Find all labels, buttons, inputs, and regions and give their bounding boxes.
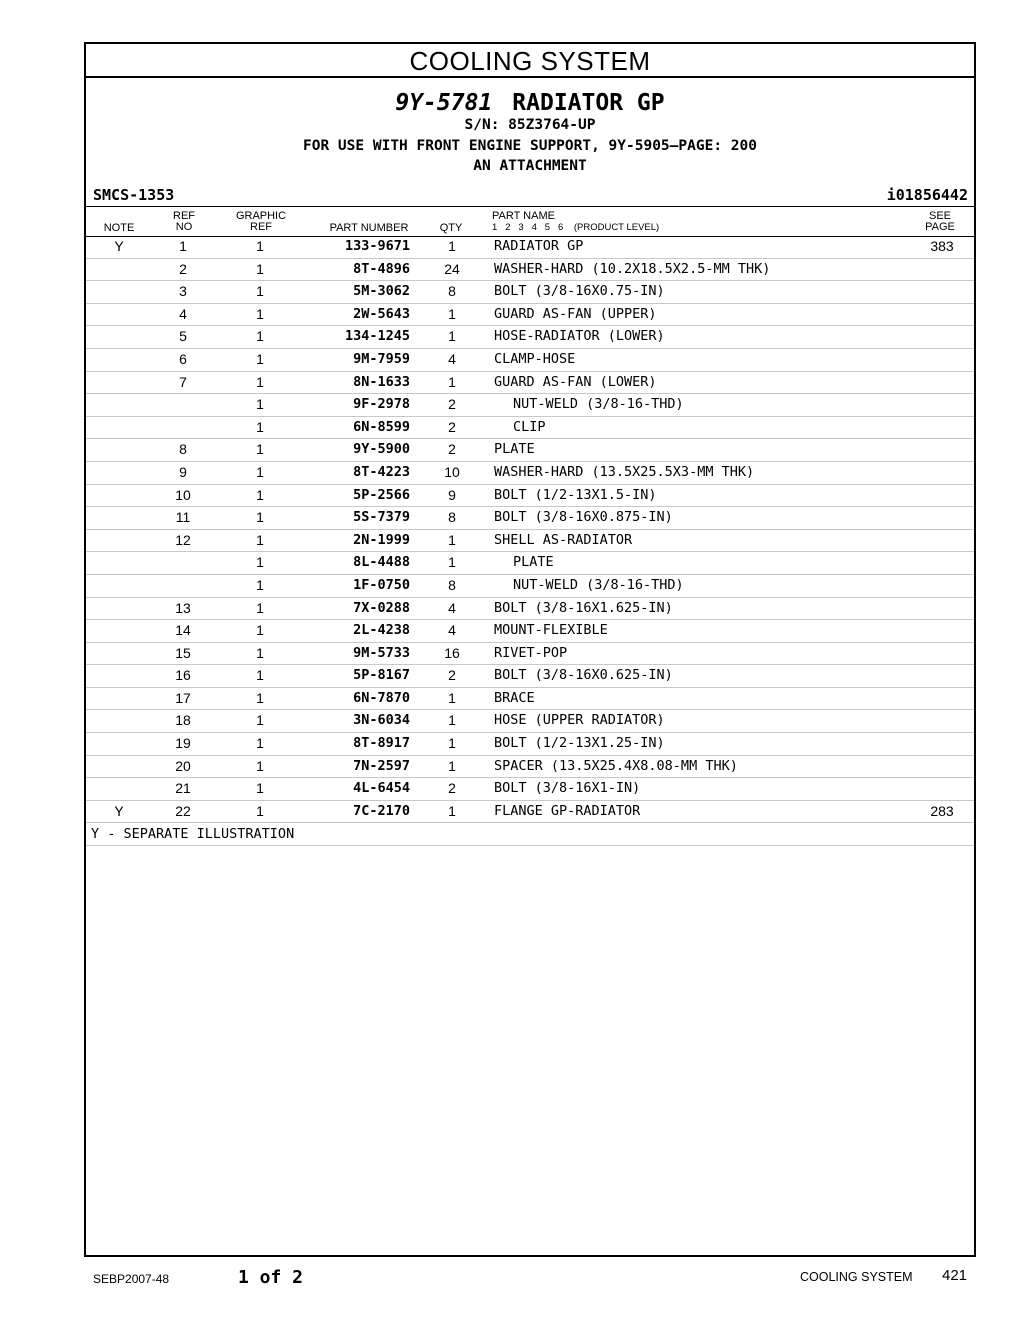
row-ref-no: 12: [175, 531, 191, 548]
row-ref-no: 1: [179, 238, 187, 254]
row-part-number: 2W-5643: [353, 305, 410, 322]
row-ref-no: 5: [179, 328, 187, 345]
use-note: FOR USE WITH FRONT ENGINE SUPPORT, 9Y-5905—PAGE: 200: [303, 138, 757, 154]
table-row: [86, 620, 974, 643]
row-graphic-ref: 1: [256, 238, 264, 254]
document-number: SEBP2007-48: [93, 1272, 170, 1286]
row-part-number: 9Y-5900: [353, 441, 410, 458]
row-ref-no: 7: [179, 373, 187, 390]
row-part-name: WASHER-HARD (10.2X18.5X2.5-MM THK): [494, 260, 771, 277]
row-graphic-ref: 1: [256, 802, 264, 819]
row-part-number: 7N-2597: [353, 757, 410, 774]
table-row: [86, 349, 974, 372]
row-qty: 1: [448, 757, 456, 774]
row-graphic-ref: 1: [256, 599, 264, 616]
row-ref-no: 2: [179, 260, 187, 277]
row-graphic-ref: 1: [256, 283, 264, 300]
row-graphic-ref: 1: [256, 735, 264, 752]
serial-number: S/N: 85Z3764-UP: [464, 117, 596, 133]
row-part-name: CLIP: [513, 418, 546, 435]
row-ref-no: 16: [175, 667, 191, 684]
row-qty: 1: [448, 305, 456, 322]
row-ref-no: 6: [179, 350, 187, 367]
row-graphic-ref: 1: [256, 396, 264, 413]
row-note: Y: [114, 238, 124, 254]
row-part-number: 5M-3062: [353, 283, 410, 300]
row-part-name: BOLT (3/8-16X1.625-IN): [494, 599, 673, 616]
row-qty: 8: [448, 283, 456, 300]
row-qty: 4: [448, 622, 456, 639]
row-qty: 2: [448, 780, 456, 797]
row-part-number: 6N-7870: [353, 689, 410, 706]
column-part-number: PART NUMBER: [329, 222, 409, 234]
column-see-page: SEE PAGE: [925, 210, 955, 233]
row-part-name: FLANGE GP-RADIATOR: [494, 802, 641, 819]
row-graphic-ref: 1: [256, 757, 264, 774]
column-graphic-ref: GRAPHIC REF: [235, 210, 287, 233]
row-graphic-ref: 1: [256, 689, 264, 706]
table-header: [86, 206, 974, 237]
row-qty: 8: [448, 576, 456, 593]
footnote-row: [86, 823, 974, 846]
page-of: 1 of 2: [238, 1267, 304, 1288]
row-part-number: 5P-2566: [353, 486, 410, 503]
row-part-name: BRACE: [494, 689, 535, 706]
row-part-name: BOLT (1/2-13X1.25-IN): [494, 735, 665, 752]
row-ref-no: 8: [179, 441, 187, 458]
row-part-name: MOUNT-FLEXIBLE: [494, 622, 608, 639]
attachment-note: AN ATTACHMENT: [473, 158, 587, 174]
group-part-title: RADIATOR GP: [512, 90, 665, 116]
row-ref-no: 22: [175, 802, 191, 819]
row-graphic-ref: 1: [256, 780, 264, 797]
row-qty: 8: [448, 509, 456, 526]
table-row: [86, 598, 974, 621]
parts-table: [86, 236, 974, 846]
row-graphic-ref: 1: [256, 463, 264, 480]
row-ref-no: 20: [175, 757, 191, 774]
row-ref-no: 13: [175, 599, 191, 616]
row-graphic-ref: 1: [256, 644, 264, 661]
row-qty: 1: [448, 373, 456, 390]
column-qty: QTY: [439, 222, 463, 234]
row-graphic-ref: 1: [256, 576, 264, 593]
row-graphic-ref: 1: [256, 554, 264, 571]
row-ref-no: 11: [175, 509, 191, 526]
row-graphic-ref: 1: [256, 328, 264, 345]
row-part-number: 2N-1999: [353, 531, 410, 548]
row-qty: 1: [448, 802, 456, 819]
row-part-number: 2L-4238: [353, 622, 410, 639]
row-part-number: 4L-6454: [353, 780, 410, 797]
row-part-name: HOSE-RADIATOR (LOWER): [494, 328, 665, 345]
table-row: [86, 801, 974, 824]
row-graphic-ref: 1: [256, 712, 264, 729]
table-row: [86, 756, 974, 779]
table-row: [86, 710, 974, 733]
row-graphic-ref: 1: [256, 350, 264, 367]
column-ref-no: REF NO: [173, 210, 195, 233]
row-part-number: 7C-2170: [353, 802, 410, 819]
row-graphic-ref: 1: [256, 622, 264, 639]
table-row: [86, 665, 974, 688]
row-part-number: 6N-8599: [353, 418, 410, 435]
row-qty: 1: [448, 238, 456, 254]
row-part-number: 5P-8167: [353, 667, 410, 684]
section-title: COOLING SYSTEM: [86, 44, 974, 78]
row-part-number: 8T-8917: [353, 735, 410, 752]
row-graphic-ref: 1: [256, 373, 264, 390]
row-qty: 2: [448, 441, 456, 458]
row-part-number: 8N-1633: [353, 373, 410, 390]
row-qty: 1: [448, 328, 456, 345]
row-part-number: 1F-0750: [353, 576, 410, 593]
row-part-number: 8L-4488: [353, 554, 410, 571]
row-part-name: BOLT (3/8-16X1-IN): [494, 780, 641, 797]
row-graphic-ref: 1: [256, 418, 264, 435]
row-graphic-ref: 1: [256, 260, 264, 277]
table-row: [86, 530, 974, 553]
row-ref-no: 15: [175, 644, 191, 661]
table-row: [86, 485, 974, 508]
row-qty: 16: [444, 644, 460, 661]
table-row: [86, 259, 974, 282]
table-row: [86, 643, 974, 666]
row-part-number: 133-9671: [344, 238, 410, 254]
row-qty: 1: [448, 531, 456, 548]
row-ref-no: 18: [175, 712, 191, 729]
group-part-number: 9Y-5781: [395, 90, 493, 116]
column-note: NOTE: [103, 222, 135, 234]
table-row: [86, 462, 974, 485]
row-see-page: 283: [930, 802, 954, 819]
row-part-name: RIVET-POP: [494, 644, 568, 661]
row-ref-no: 9: [179, 463, 187, 480]
table-row: [86, 778, 974, 801]
row-part-name: WASHER-HARD (13.5X25.5X3-MM THK): [494, 463, 755, 480]
page-frame: [84, 42, 976, 1257]
row-qty: 9: [448, 486, 456, 503]
row-part-name: CLAMP-HOSE: [494, 350, 576, 367]
row-part-number: 9F-2978: [353, 396, 410, 413]
row-qty: 1: [448, 689, 456, 706]
row-graphic-ref: 1: [256, 531, 264, 548]
row-part-name: GUARD AS-FAN (LOWER): [494, 373, 657, 390]
table-row: [86, 304, 974, 327]
row-part-name: NUT-WELD (3/8-16-THD): [513, 396, 684, 413]
row-part-name: PLATE: [513, 554, 554, 571]
row-qty: 10: [444, 463, 460, 480]
smcs-code: SMCS-1353: [93, 186, 175, 204]
row-qty: 24: [444, 260, 460, 277]
row-part-name: NUT-WELD (3/8-16-THD): [513, 576, 684, 593]
row-qty: 2: [448, 418, 456, 435]
table-row: [86, 326, 974, 349]
row-part-number: 7X-0288: [353, 599, 410, 616]
row-part-name: PLATE: [494, 441, 535, 458]
table-row: [86, 281, 974, 304]
row-ref-no: 19: [175, 735, 191, 752]
footnote: Y - SEPARATE ILLUSTRATION: [91, 826, 295, 843]
row-part-name: SHELL AS-RADIATOR: [494, 531, 633, 548]
table-row: [86, 417, 974, 440]
row-part-name: RADIATOR GP: [494, 238, 584, 254]
row-part-name: BOLT (1/2-13X1.5-IN): [494, 486, 657, 503]
row-ref-no: 3: [179, 283, 187, 300]
row-part-number: 134-1245: [344, 328, 410, 345]
illustration-id: i01856442: [886, 186, 968, 204]
row-part-name: BOLT (3/8-16X0.875-IN): [494, 509, 673, 526]
row-part-name: BOLT (3/8-16X0.75-IN): [494, 283, 665, 300]
column-part-name: PART NAME: [492, 210, 555, 222]
row-graphic-ref: 1: [256, 486, 264, 503]
table-row: [86, 688, 974, 711]
row-part-number: 9M-7959: [353, 350, 410, 367]
row-see-page: 383: [930, 238, 954, 254]
row-part-name: GUARD AS-FAN (UPPER): [494, 305, 657, 322]
row-qty: 2: [448, 667, 456, 684]
row-qty: 2: [448, 396, 456, 413]
row-note: Y: [114, 802, 124, 819]
row-graphic-ref: 1: [256, 509, 264, 526]
row-qty: 1: [448, 712, 456, 729]
row-part-number: 8T-4896: [353, 260, 410, 277]
row-ref-no: 14: [175, 622, 191, 639]
table-row: [86, 575, 974, 598]
row-part-number: 3N-6034: [353, 712, 410, 729]
row-qty: 1: [448, 735, 456, 752]
page-number: 421: [942, 1267, 968, 1284]
row-ref-no: 21: [175, 780, 191, 797]
table-row: [86, 507, 974, 530]
table-row: [86, 733, 974, 756]
table-row: [86, 394, 974, 417]
row-part-name: BOLT (3/8-16X0.625-IN): [494, 667, 673, 684]
row-qty: 4: [448, 350, 456, 367]
row-graphic-ref: 1: [256, 441, 264, 458]
row-ref-no: 4: [179, 305, 187, 322]
row-part-name: SPACER (13.5X25.4X8.08-MM THK): [494, 757, 738, 774]
row-qty: 4: [448, 599, 456, 616]
table-row: [86, 372, 974, 395]
row-graphic-ref: 1: [256, 305, 264, 322]
group-heading: [86, 90, 974, 116]
row-part-number: 5S-7379: [353, 509, 410, 526]
row-part-number: 8T-4223: [353, 463, 410, 480]
row-part-name: HOSE (UPPER RADIATOR): [494, 712, 665, 729]
row-ref-no: 17: [175, 689, 191, 706]
column-product-level: 1 2 3 4 5 6 (PRODUCT LEVEL): [492, 222, 660, 233]
footer-section: COOLING SYSTEM: [800, 1270, 913, 1284]
row-qty: 1: [448, 554, 456, 571]
table-row: [86, 552, 974, 575]
row-graphic-ref: 1: [256, 667, 264, 684]
table-row: [86, 236, 974, 259]
row-part-number: 9M-5733: [353, 644, 410, 661]
row-ref-no: 10: [175, 486, 191, 503]
table-row: [86, 439, 974, 462]
